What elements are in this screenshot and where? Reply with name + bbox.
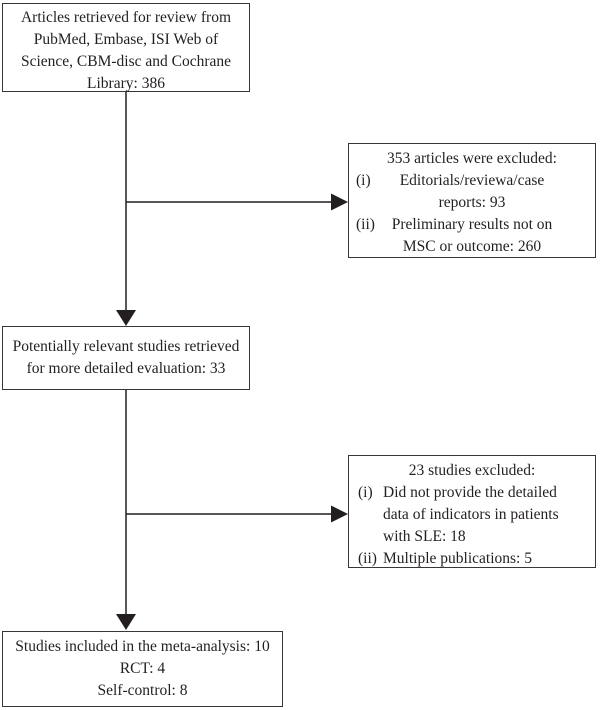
box-line: Potentially relevant studies retrieved [12,338,240,355]
excluded-item [349,170,595,214]
box-title: 353 articles were excluded: [387,150,557,167]
box-line: Editorials/reviewa/case [399,172,545,189]
arrow-to-excluded-studies [126,506,348,523]
box-line: Articles retrieved for review from [20,9,231,26]
arrow-top-to-relevant [116,92,136,326]
box-articles-excluded [348,143,596,258]
box-line: Did not provide the detailed [383,484,557,501]
box-line: reports: 93 [438,194,506,211]
box-line: MSC or outcome: 260 [402,238,542,255]
box-line: data of indicators in patients [383,506,559,523]
arrow-to-excluded-articles [126,194,348,211]
box-line: Library: 386 [87,75,165,92]
arrow-relevant-to-included [116,390,136,630]
item-lines [383,482,595,548]
box-title: 23 studies excluded: [408,462,536,479]
box-studies-excluded [348,455,596,568]
excluded-item [349,214,595,258]
box-line: Self-control: 8 [97,682,188,699]
box-line: RCT: 4 [119,660,166,677]
box-line: for more detailed evaluation: 33 [26,360,226,377]
item-marker: (i) [358,484,373,501]
item-marker: (ii) [356,216,375,233]
box-line: with SLE: 18 [383,528,466,545]
box-line: Studies included in the meta-analysis: 10 [15,638,270,655]
box-line: Multiple publications: 5 [383,550,532,567]
item-lines [383,548,595,570]
box-studies-included [2,631,283,707]
box-line: Science, CBM-disc and Cochrane [20,53,232,70]
excluded-item [349,548,595,570]
excluded-item [349,482,595,548]
box-line: PubMed, Embase, ISI Web of [33,31,219,48]
box-relevant-studies [2,326,250,390]
box-line: Preliminary results not on [391,216,553,233]
box-articles-retrieved [2,3,250,92]
item-marker: (i) [356,172,371,189]
item-marker: (ii) [358,550,377,567]
